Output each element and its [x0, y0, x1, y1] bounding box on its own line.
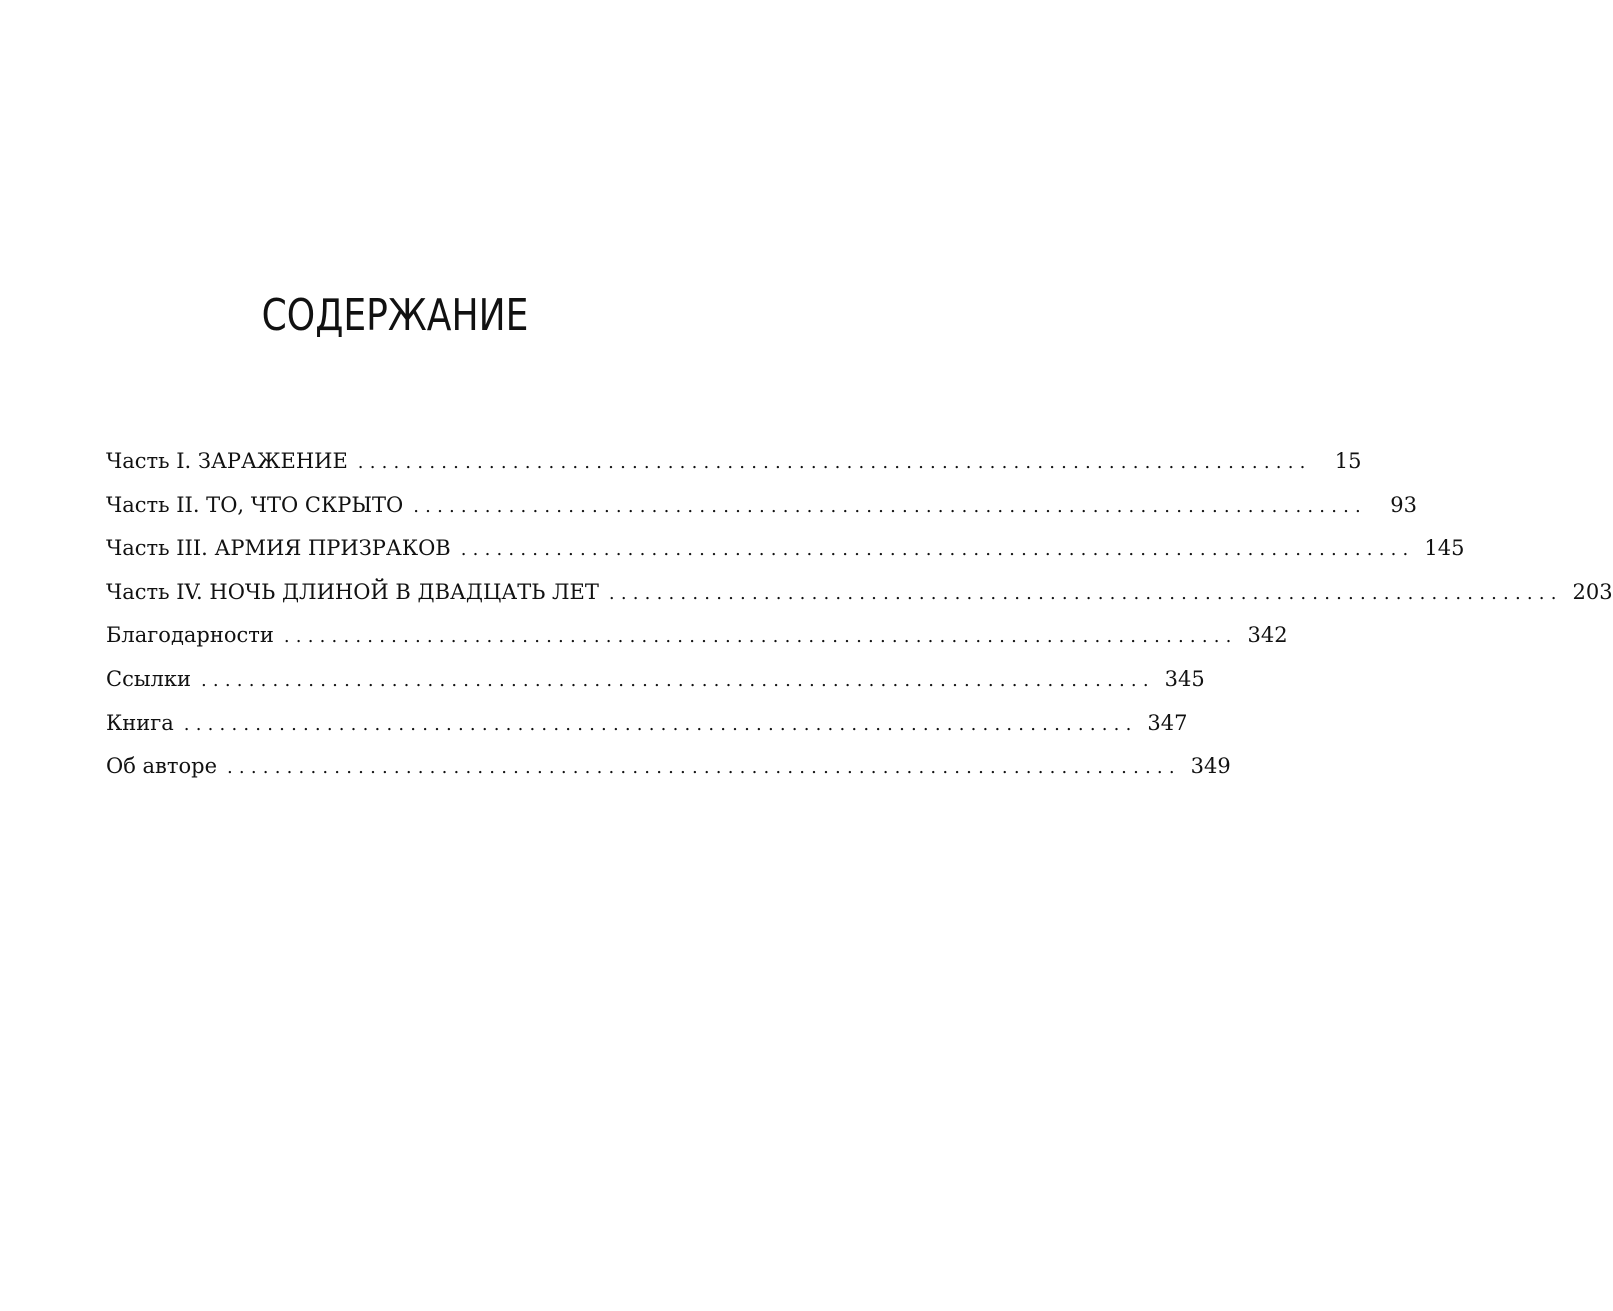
toc-entry-book[interactable] — [106, 708, 1188, 752]
dot-leader: ................................................................................ — [183, 713, 1138, 735]
toc-entry-references[interactable] — [106, 664, 1205, 708]
toc-entry-title: Часть I. ЗАРАЖЕНИЕ — [106, 449, 348, 473]
toc-page-number: 203 — [1572, 579, 1613, 604]
toc-entry-title: Ссылки — [106, 666, 192, 691]
toc-page-number: 15 — [1334, 449, 1362, 473]
toc-entry-part-3[interactable] — [106, 533, 1465, 577]
toc-page-number: 145 — [1424, 536, 1465, 561]
toc-entry-title: Об авторе — [106, 754, 218, 779]
toc-entry-title: Часть IV. НОЧЬ ДЛИНОЙ В ДВАДЦАТЬ ЛЕТ — [106, 579, 599, 604]
dot-leader: ................................................................................ — [608, 582, 1563, 604]
dot-leader: ................................................................................ — [227, 757, 1181, 779]
dot-leader: ................................................................................ — [201, 669, 1155, 691]
toc-page-number: 347 — [1147, 710, 1188, 735]
toc-page-number: 93 — [1390, 492, 1417, 517]
dot-leader: ................................................................................ — [357, 452, 1312, 473]
dot-leader: ................................................................................ — [413, 495, 1367, 517]
toc-entry-title: Благодарности — [106, 623, 274, 648]
toc-page-number: 349 — [1190, 754, 1231, 779]
dot-leader: ................................................................................ — [460, 539, 1415, 561]
toc-page-number: 342 — [1247, 623, 1288, 648]
toc-entry-title: Книга — [106, 710, 174, 735]
toc-entry-title: Часть II. ТО, ЧТО СКРЫТО — [106, 492, 404, 517]
table-of-contents — [106, 446, 1613, 795]
toc-entry-about-author[interactable] — [106, 751, 1231, 795]
dot-leader: ................................................................................ — [283, 626, 1238, 648]
toc-page-number: 345 — [1164, 666, 1205, 691]
page-title: СОДЕРЖАНИЕ — [261, 290, 529, 341]
toc-entry-part-1[interactable] — [106, 446, 1362, 490]
toc-entry-acknowledgements[interactable] — [106, 620, 1288, 664]
toc-entry-part-4[interactable] — [106, 577, 1613, 621]
toc-entry-title: Часть III. АРМИЯ ПРИЗРАКОВ — [106, 536, 451, 561]
toc-entry-part-2[interactable] — [106, 490, 1417, 534]
